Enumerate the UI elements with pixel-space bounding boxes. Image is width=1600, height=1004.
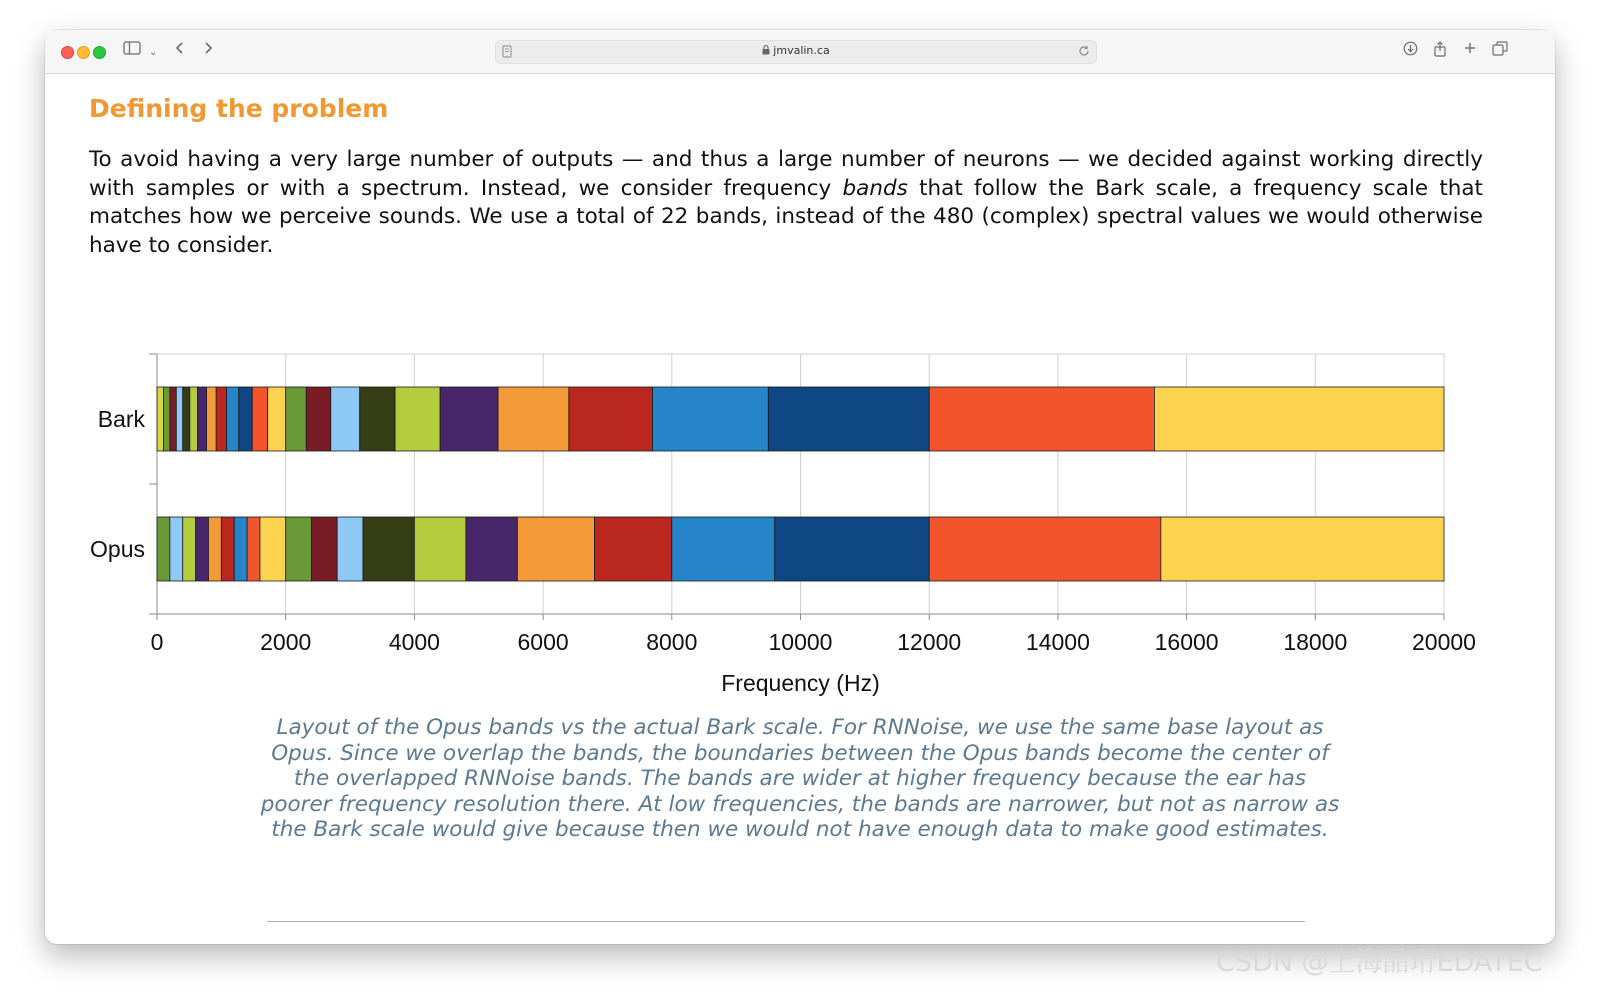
band-bar-opus-15 bbox=[466, 517, 517, 581]
band-bar-bark-4 bbox=[176, 387, 182, 451]
band-bar-bark-21 bbox=[569, 387, 653, 451]
caption-divider bbox=[267, 921, 1305, 922]
band-bar-bark-22 bbox=[652, 387, 768, 451]
band-bar-bark-24 bbox=[929, 387, 1154, 451]
band-bar-bark-2 bbox=[163, 387, 169, 451]
band-bar-bark-1 bbox=[157, 387, 163, 451]
x-tick-label: 16000 bbox=[1154, 629, 1219, 655]
paragraph-text-2: that follow the Bark scale, a frequency scale that matches how we perceive sounds. We use a total of 22 bands, instead of the 480 (complex) spectral values we would otherwise have to consider. bbox=[89, 175, 1483, 258]
browser-toolbar bbox=[45, 30, 1555, 74]
band-bar-opus-8 bbox=[247, 517, 260, 581]
band-bar-bark-11 bbox=[239, 387, 253, 451]
band-bar-opus-10 bbox=[286, 517, 312, 581]
band-bar-bark-9 bbox=[216, 387, 226, 451]
share-button[interactable] bbox=[1433, 41, 1447, 63]
category-label-bark: Bark bbox=[97, 406, 145, 432]
band-bar-opus-3 bbox=[183, 517, 196, 581]
download-icon bbox=[1403, 41, 1418, 56]
watermark: CSDN @上海晶珩EDATEC bbox=[1216, 947, 1543, 978]
share-icon bbox=[1433, 41, 1447, 57]
body-paragraph bbox=[89, 146, 1483, 260]
x-tick-label: 4000 bbox=[388, 629, 440, 655]
band-bar-opus-19 bbox=[775, 517, 929, 581]
paragraph-text-1: To avoid having a very large number of outputs — and thus a large number of neurons — we decided against working directly with samples or with a spectrum. Instead, we consider frequency bbox=[89, 147, 1483, 201]
paragraph-emphasis: bands bbox=[842, 175, 908, 201]
chevron-right-icon bbox=[203, 41, 213, 55]
band-bar-opus-1 bbox=[157, 517, 170, 581]
x-tick-label: 2000 bbox=[260, 629, 312, 655]
address-bar[interactable] bbox=[495, 40, 1097, 64]
band-bar-opus-6 bbox=[221, 517, 234, 581]
figure-caption: Layout of the Opus bands vs the actual Bark scale. For RNNoise, we use the same base layout as Opus. Since we overlap the bands, the boundaries between the Opus bands become the center of the overlapped RNNoise bands. The bands are wider at higher frequency because the ear has poorer frequency resolution there. At low frequencies, the bands are narrower, but not as narrow as the Bark scale would give because then we would not have enough data to make good estimates. bbox=[260, 715, 1340, 842]
band-layout-chart bbox=[45, 322, 1555, 696]
sidebar-toggle-button[interactable] bbox=[123, 41, 141, 61]
browser-window bbox=[45, 30, 1555, 944]
sidebar-icon bbox=[123, 41, 141, 55]
category-label-opus: Opus bbox=[90, 536, 145, 562]
band-bar-opus-7 bbox=[234, 517, 247, 581]
band-bar-bark-5 bbox=[183, 387, 190, 451]
x-tick-label: 20000 bbox=[1412, 629, 1476, 655]
band-bar-bark-20 bbox=[498, 387, 569, 451]
band-bar-bark-16 bbox=[331, 387, 360, 451]
section-heading: Defining the problem bbox=[89, 94, 389, 123]
x-tick-label: 8000 bbox=[646, 629, 698, 655]
x-tick-label: 10000 bbox=[768, 629, 833, 655]
band-bar-opus-9 bbox=[260, 517, 286, 581]
band-bar-opus-5 bbox=[208, 517, 221, 581]
downloads-button[interactable] bbox=[1403, 41, 1418, 62]
band-bar-opus-20 bbox=[929, 517, 1161, 581]
band-bar-bark-23 bbox=[768, 387, 929, 451]
band-bar-bark-3 bbox=[170, 387, 176, 451]
band-bar-opus-17 bbox=[595, 517, 672, 581]
band-bar-bark-14 bbox=[286, 387, 307, 451]
band-bar-bark-19 bbox=[440, 387, 498, 451]
band-bar-bark-15 bbox=[306, 387, 330, 451]
band-bar-bark-25 bbox=[1154, 387, 1444, 451]
x-tick-label: 18000 bbox=[1283, 629, 1348, 655]
band-bar-opus-16 bbox=[517, 517, 594, 581]
band-bar-bark-12 bbox=[252, 387, 267, 451]
band-bar-bark-6 bbox=[190, 387, 198, 451]
band-bar-opus-13 bbox=[363, 517, 414, 581]
band-bar-bark-8 bbox=[207, 387, 217, 451]
url-label: jmvalin.ca bbox=[773, 44, 830, 57]
plus-icon bbox=[1463, 41, 1477, 55]
band-bar-opus-11 bbox=[311, 517, 337, 581]
band-bar-bark-13 bbox=[268, 387, 286, 451]
band-bar-opus-4 bbox=[196, 517, 209, 581]
close-window-button[interactable] bbox=[61, 46, 74, 59]
page-content bbox=[45, 74, 1555, 944]
new-tab-button[interactable] bbox=[1463, 41, 1477, 61]
band-bar-opus-21 bbox=[1161, 517, 1444, 581]
band-bar-bark-10 bbox=[226, 387, 238, 451]
x-axis-title: Frequency (Hz) bbox=[721, 670, 880, 696]
band-bar-bark-7 bbox=[198, 387, 207, 451]
band-bar-opus-14 bbox=[414, 517, 465, 581]
back-button[interactable] bbox=[175, 41, 185, 61]
band-bar-bark-17 bbox=[360, 387, 395, 451]
zoom-window-button[interactable] bbox=[93, 46, 106, 59]
x-tick-label: 0 bbox=[150, 629, 164, 655]
band-bar-opus-18 bbox=[672, 517, 775, 581]
x-tick-label: 6000 bbox=[517, 629, 569, 655]
band-bar-opus-12 bbox=[337, 517, 363, 581]
tabs-icon bbox=[1492, 41, 1508, 56]
forward-button[interactable] bbox=[203, 41, 213, 61]
chevron-down-icon[interactable]: ⌄ bbox=[149, 47, 158, 58]
x-tick-label: 14000 bbox=[1025, 629, 1090, 655]
band-bar-opus-2 bbox=[170, 517, 183, 581]
reload-icon[interactable] bbox=[1078, 45, 1090, 57]
url-text bbox=[496, 44, 1096, 57]
chevron-left-icon bbox=[175, 41, 185, 55]
minimize-window-button[interactable] bbox=[77, 46, 90, 59]
band-bar-bark-18 bbox=[395, 387, 440, 451]
lock-icon bbox=[762, 45, 770, 55]
x-tick-label: 12000 bbox=[897, 629, 962, 655]
tab-overview-button[interactable] bbox=[1492, 41, 1508, 62]
